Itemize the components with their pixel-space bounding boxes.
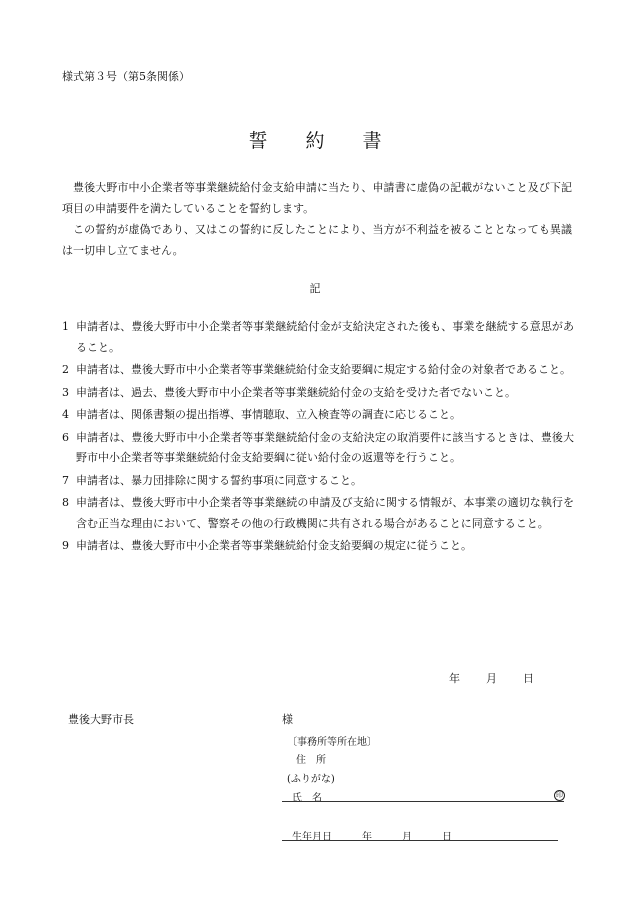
date-day: 日: [523, 672, 534, 685]
list-item: [62, 317, 574, 358]
item-number: 8: [62, 496, 69, 509]
list-item: [62, 383, 574, 404]
item-text: 申請者は、豊後大野市中小企業者等事業継続給付金が支給決定された後も、事業を継続する意思があること。: [76, 320, 574, 354]
honorific: 様: [282, 713, 293, 726]
item-number: 4: [62, 408, 69, 421]
name-underline: [282, 801, 564, 802]
item-number: 9: [62, 539, 69, 552]
ki-heading: 記: [309, 282, 321, 295]
title-char: 約: [305, 130, 325, 152]
list-item: [62, 360, 574, 381]
item-text: 申請者は、豊後大野市中小企業者等事業継続の申請及び支給に関する情報が、本事業の適切な執行を含む正当な理由において、警察その他の行政機関に共有される場合があることに同意すること。: [76, 496, 574, 530]
date-year: 年: [449, 672, 460, 685]
list-item: [62, 493, 574, 534]
item-number: 6: [62, 430, 69, 444]
item-number: 2: [62, 363, 69, 376]
item-text: 申請者は、関係書類の提出指導、事情聴取、立入検査等の調査に応じること。: [76, 408, 461, 421]
address-label: 住 所: [296, 755, 326, 766]
list-item: [62, 471, 574, 492]
pledge-item-list: [62, 317, 574, 559]
item-text: 申請者は、豊後大野市中小企業者等事業継続給付金支給要綱に規定する給付金の対象者であること。: [76, 363, 571, 376]
list-item: [62, 536, 574, 557]
form-number: 様式第３号（第5条関係）: [62, 70, 190, 83]
item-text: 申請者は、過去、豊後大野市中小企業者等事業継続給付金の支給を受けた者でないこと。: [76, 385, 516, 399]
office-address-label: 〔事務所等所在地〕: [287, 737, 377, 748]
title-char: 書: [362, 130, 382, 152]
item-number: 3: [62, 385, 69, 399]
name-label: 氏 名: [292, 793, 322, 804]
pledge-paragraph-2: この誓約が虚偽であり、又はこの誓約に反したことにより、当方が不利益を被ることとなっても異議は一切申し立てません。: [62, 223, 572, 257]
furigana-label: (ふりがな): [287, 774, 335, 785]
birth-month: 月: [402, 832, 412, 843]
date-month: 月: [486, 672, 497, 685]
pledge-paragraph-1: 豊後大野市中小企業者等事業継続給付金支給申請に当たり、申請書に虚偽の記載がないこと及び下記項目の申請要件を満たしていることを誓約します。: [62, 181, 572, 215]
recipient: 豊後大野市長: [68, 713, 134, 726]
date-line: [449, 670, 560, 686]
birth-day: 日: [442, 832, 452, 843]
item-text: 申請者は、暴力団排除に関する誓約事項に同意すること。: [76, 473, 362, 487]
seal-mark: [554, 789, 565, 801]
item-number: 1: [62, 320, 69, 333]
item-number: 7: [62, 473, 69, 487]
birth-year: 年: [362, 832, 372, 843]
title-char: 誓: [248, 130, 268, 152]
list-item: [62, 405, 574, 426]
birthdate-underline: [282, 840, 558, 841]
item-text: 申請者は、豊後大野市中小企業者等事業継続給付金の支給決定の取消要件に該当するときは、豊後大野市中小企業者等事業継続給付金支給要綱に従い給付金の返還等を行うこと。: [76, 430, 574, 464]
birthdate-label: 生年月日: [292, 832, 332, 843]
list-item: [62, 428, 574, 469]
document-title: [0, 126, 630, 153]
seal-icon: 印: [556, 791, 563, 799]
item-text: 申請者は、豊後大野市中小企業者等事業継続給付金支給要綱の規定に従うこと。: [76, 539, 472, 552]
